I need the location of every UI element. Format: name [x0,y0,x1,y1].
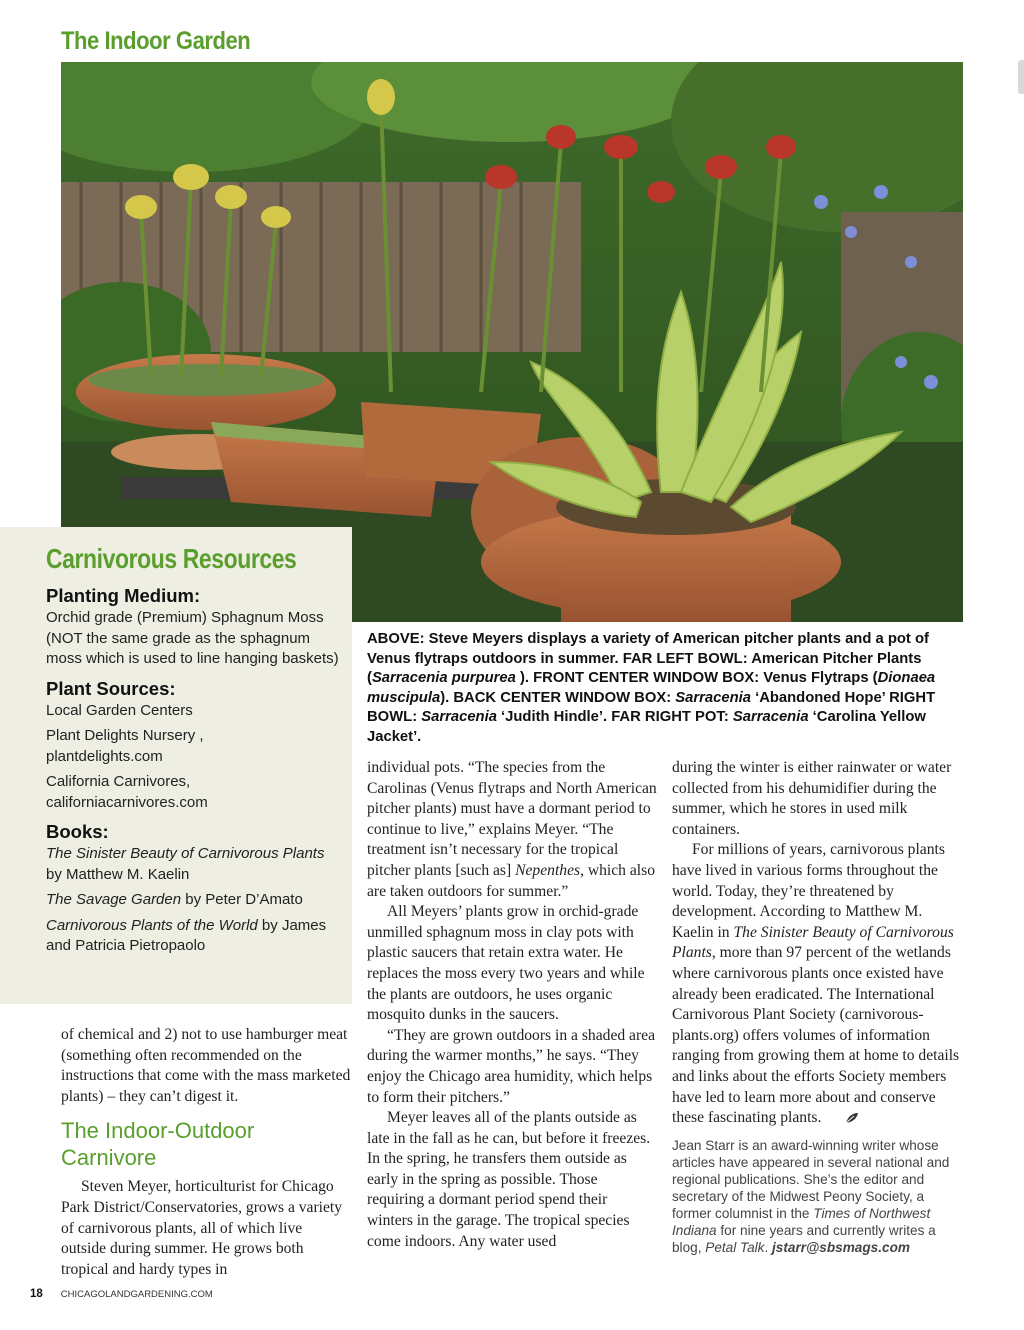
book-author: by Peter D’Amato [181,891,303,908]
book-item [46,916,346,957]
book-author: by Matthew M. Kaelin [46,865,190,883]
body-text: For millions of years, carnivorous plants have lived in various forms throughout the world. Today, they’re threatened by development. According to Matthew M. Kaelin in [672,841,945,941]
source-url: californiacarnivores.com [46,793,208,811]
body-italic: Nepenthes [515,861,581,879]
caption-text: ‘Abandoned Hope’ RIGHT BOWL: [367,689,936,725]
section-title: The Indoor Garden [61,27,251,55]
bio-italic: Petal Talk [705,1239,765,1255]
caption-italic: Dionaea muscipula [367,670,936,706]
books-heading: Books: [46,821,109,842]
body-text: individual pots. “The species from the Carolinas (Venus flytraps and North American pitcher plants) must have a dormant period to continue to live,” explains Meyer. “The treatment isn’t necessary for the tropical pitcher plants [such as] [367,759,657,879]
body-paragraph [367,758,657,902]
source-url: plantdelights.com [46,747,163,765]
source-name: Plant Delights Nursery , [46,727,204,744]
article-column-left [61,1025,351,1280]
bio-text: for nine years and currently writes a blog, [672,1222,936,1255]
page-footer [30,1288,213,1300]
author-email: jstarr@sbsmags.com [772,1239,910,1255]
page-edge-tab [1018,60,1024,94]
body-paragraph [672,840,964,1130]
body-paragraph: during the winter is either rainwater or water collected from his dehumidifier during the summer, which he stores in used milk containers. [672,759,952,838]
planting-heading: Planting Medium: [46,585,201,606]
sidebar-title: Carnivorous Resources [46,543,297,574]
body-text: , which also are taken outdoors for summer.” [367,861,656,900]
bio-text: . [764,1239,773,1255]
leaf-icon [825,1110,859,1131]
book-author: by James and Patricia Pietropaolo [46,916,327,954]
caption-text: ABOVE: Steve Meyers displays a variety of American pitcher plants and a pot of Venus flytraps outdoors in summer. FAR LEFT BOWL: American Pitcher Plants ( [367,631,929,686]
author-bio [672,1137,964,1256]
body-paragraph: of chemical and 2) not to use hamburger meat (something often recommended on the instructions that come with the mass marketed plants) – they can’t digest it. [61,1026,351,1105]
caption-text: ‘Judith Hindle’. FAR RIGHT POT: [496,709,733,725]
bio-italic: Times of Northwest Indiana [672,1205,931,1238]
resources-sidebar [0,527,352,1004]
caption-text: ). FRONT CENTER WINDOW BOX: Venus Flytraps ( [515,670,878,686]
source-item [46,772,346,813]
page-number: 18 [30,1288,43,1300]
book-title: Carnivorous Plants of the World [46,916,258,934]
body-paragraph: “They are grown outdoors in a shaded area during the warmer months,” he says. “They enjoy the Chicago area humidity, which helps to form their pitchers.” [367,1026,656,1106]
bio-text: Jean Starr is an award-winning writer whose articles have appeared in several national and regional publications. She’s the editor and secretary of the Midwest Peony Society, a former columnist in the [672,1137,950,1221]
book-item [46,890,346,911]
body-paragraph: Steven Meyer, horticulturist for Chicago Park District/Conservatories, grows a variety of carnivorous plants, all of which live outside during summer. He grows both tropical and hardy types in [61,1178,343,1278]
caption-italic: Sarracenia [675,689,751,706]
sidebar-body [46,585,346,962]
body-italic: The Sinister Beauty of Carnivorous Plants [672,923,954,962]
sources-heading: Plant Sources: [46,677,176,699]
photo-caption [367,630,963,747]
book-title: The Sinister Beauty of Carnivorous Plants [46,845,325,862]
planting-text: Orchid grade (Premium) Sphagnum Moss (NOT the same grade as the sphagnum moss which is used to line hanging baskets) [46,609,339,667]
article-column-right [672,758,964,1256]
caption-italic: Sarracenia [732,709,809,725]
caption-text: ). BACK CENTER WINDOW BOX: [440,689,676,706]
body-paragraph: All Meyers’ plants grow in orchid-grade unmilled sphagnum moss in clay pots with plastic saucers that retain extra water. He replaces the moss every two years and while the plants are outdoors, he uses organic mosquito dunks in the saucers. [367,903,645,1024]
article-column-middle [367,758,657,1252]
book-title: The Savage Garden [46,891,182,908]
source-name: California Carnivores, [46,773,191,790]
caption-italic: Sarracenia purpurea [371,670,516,686]
source-item [46,726,346,767]
book-item [46,844,346,885]
body-paragraph: Meyer leaves all of the plants outside as late in the fall as he can, but before it freezes. In the spring, he transfers them outside as early in the spring as possible. Those requiring a dormant period spend their winters in the garage. The tropical species come indoors. Any water used [367,1109,651,1250]
footer-site: CHICAGOLANDGARDENING.COM [60,1289,213,1300]
article-subhead: The Indoor-Outdoor Carnivore [61,1118,255,1171]
caption-text: ‘Carolina Yellow Jacket’. [367,709,926,745]
caption-italic: Sarracenia [421,709,497,725]
body-text: , more than 97 percent of the wetlands where carnivorous plants once existed have already been eradicated. The International Carnivorous Plant Society (carnivorous-plants.org) offers volumes of information ranging from growing them at home to details and links about the efforts Society members have led to learn more about and conserve these fascinating plants. [672,944,960,1127]
source-item: Local Garden Centers [46,701,193,719]
